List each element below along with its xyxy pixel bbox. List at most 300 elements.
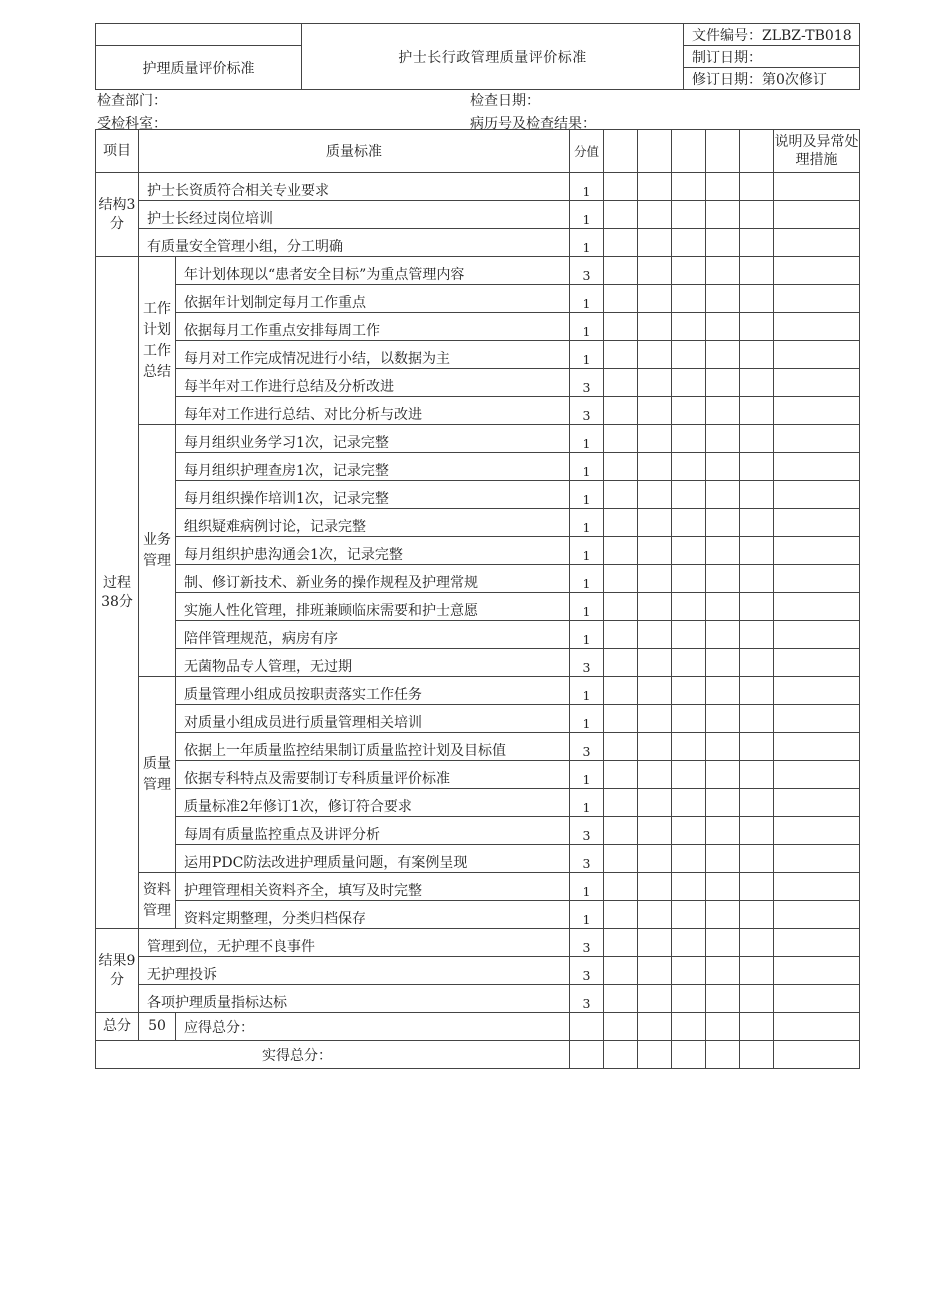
check-cell [740,705,774,733]
expected-total-label: 应得总分： [176,1013,570,1041]
revise-date: 修订日期：第0次修订 [684,68,860,90]
subgroup-label: 工作计划工作总结 [139,257,176,425]
check-cell [706,705,740,733]
check-cell [604,285,638,313]
section-label-process: 过程38分 [96,257,139,929]
note-cell [774,593,860,621]
table-row [96,201,860,229]
note-cell [774,733,860,761]
check-cell [672,481,706,509]
check-cell [672,257,706,285]
score-value: 1 [582,435,591,451]
score-value: 1 [582,575,591,591]
check-cell [604,901,638,929]
check-cell [638,565,672,593]
table-row [96,705,860,733]
score-cell [570,509,604,537]
check-cell [706,761,740,789]
note-cell [774,957,860,985]
score-cell [570,173,604,201]
standard-text: 依据每月工作重点安排每周工作 [184,322,380,339]
standard-cell [176,649,570,677]
check-cell [706,621,740,649]
score-value: 1 [582,911,591,927]
check-cell [706,229,740,257]
note-cell [774,649,860,677]
table-row [96,845,860,873]
check-cell [672,369,706,397]
table-row [96,929,860,957]
note-cell [774,313,860,341]
col-header-item: 项目 [96,130,139,173]
standard-cell [176,565,570,593]
check-cell [672,733,706,761]
check-cell [740,929,774,957]
check-cell [672,957,706,985]
check-cell [638,1041,672,1069]
check-cell [672,173,706,201]
table-row [96,425,860,453]
check-cell [672,621,706,649]
header-blank-cell [96,24,302,46]
check-cell [706,1013,740,1041]
score-cell [570,453,604,481]
standard-cell [176,845,570,873]
table-row [96,677,860,705]
check-cell [740,313,774,341]
col-header-note: 说明及异常处理措施 [774,130,860,173]
standard-text: 管理到位，无护理不良事件 [147,938,315,955]
score-value: 3 [582,939,591,955]
score-cell [570,481,604,509]
check-cell [604,453,638,481]
check-cell [706,285,740,313]
table-row [96,649,860,677]
score-cell [570,901,604,929]
check-cell [638,845,672,873]
table-row [96,341,860,369]
score-value: 3 [582,379,591,395]
score-cell [570,537,604,565]
check-cell [672,341,706,369]
check-cell [638,957,672,985]
section-label-structure: 结构3分 [96,173,139,257]
check-cell [672,761,706,789]
note-cell [774,537,860,565]
check-cell [604,929,638,957]
score-value: 3 [582,743,591,759]
standard-cell [139,229,570,257]
check-cell [604,733,638,761]
check-cell [604,593,638,621]
subgroup-label: 业务管理 [139,425,176,677]
check-cell [638,817,672,845]
note-cell [774,481,860,509]
check-col-header [740,130,774,173]
document-title: 护士长行政管理质量评价标准 [302,24,684,90]
check-cell [672,285,706,313]
score-cell [570,649,604,677]
check-dept-label: 检查部门： [97,93,167,109]
table-row [96,257,860,285]
check-cell [638,369,672,397]
check-cell [604,677,638,705]
check-cell [672,593,706,621]
score-cell [570,313,604,341]
note-cell [774,453,860,481]
score-value: 3 [582,967,591,983]
check-cell [604,397,638,425]
doc-number: 文件编号：ZLBZ-TB018 [684,24,860,46]
check-cell [604,1013,638,1041]
standard-cell [176,257,570,285]
check-cell [604,761,638,789]
check-cell [638,481,672,509]
score-cell [570,341,604,369]
table-row [96,397,860,425]
note-cell [774,369,860,397]
score-value: 3 [582,855,591,871]
check-cell [638,341,672,369]
check-cell [638,873,672,901]
check-cell [604,845,638,873]
check-col-header [638,130,672,173]
score-value: 3 [582,659,591,675]
score-value: 1 [582,323,591,339]
check-cell [638,425,672,453]
subgroup-label: 资料管理 [139,873,176,929]
score-cell [570,397,604,425]
table-row [96,873,860,901]
score-cell [570,705,604,733]
check-cell [638,901,672,929]
note-cell [774,873,860,901]
score-cell [570,593,604,621]
standard-cell [176,817,570,845]
score-value: 3 [582,407,591,423]
standard-cell [176,901,570,929]
score-cell [570,957,604,985]
table-row [96,173,860,201]
check-cell [706,985,740,1013]
total-row [96,1013,860,1041]
score-value: 1 [582,883,591,899]
check-cell [638,621,672,649]
score-cell [570,873,604,901]
check-cell [740,593,774,621]
note-cell [774,509,860,537]
check-cell [604,705,638,733]
check-cell [638,649,672,677]
standard-cell [176,313,570,341]
standard-text: 资料定期整理，分类归档保存 [184,910,366,927]
table-row [96,901,860,929]
note-cell [774,761,860,789]
check-cell [740,1013,774,1041]
check-col-header [672,130,706,173]
note-cell [774,229,860,257]
note-cell [774,397,860,425]
score-value: 1 [582,547,591,563]
note-cell [774,201,860,229]
standard-cell [176,621,570,649]
check-cell [740,789,774,817]
score-value: 1 [582,799,591,815]
check-cell [740,649,774,677]
note-cell [774,285,860,313]
check-cell [672,985,706,1013]
table-row [96,593,860,621]
standard-cell [176,537,570,565]
check-cell [706,425,740,453]
score-cell [570,733,604,761]
check-cell [672,1041,706,1069]
check-cell [604,425,638,453]
check-cell [740,173,774,201]
table-row [96,761,860,789]
check-cell [604,985,638,1013]
check-cell [638,173,672,201]
standard-text: 每周有质量监控重点及讲评分析 [184,826,380,843]
check-cell [706,201,740,229]
table-row [96,817,860,845]
standard-text: 每半年对工作进行总结及分析改进 [184,378,394,395]
check-cell [740,1041,774,1069]
check-cell [604,621,638,649]
standard-text: 无护理投诉 [147,966,217,983]
check-cell [706,817,740,845]
total-value: 50 [139,1013,176,1041]
check-cell [638,257,672,285]
check-cell [740,817,774,845]
check-cell [604,509,638,537]
check-cell [638,313,672,341]
score-cell [570,621,604,649]
check-cell [638,593,672,621]
evaluation-table [95,129,860,1069]
check-cell [638,397,672,425]
standard-cell [139,201,570,229]
check-cell [740,257,774,285]
check-cell [638,789,672,817]
score-value: 1 [582,183,591,199]
standard-cell [176,369,570,397]
check-cell [740,733,774,761]
standard-text: 每月组织业务学习1次，记录完整 [184,434,389,451]
check-cell [672,901,706,929]
check-cell [740,369,774,397]
table-row [96,369,860,397]
score-value: 1 [582,295,591,311]
check-cell [740,425,774,453]
check-cell [604,257,638,285]
check-cell [604,173,638,201]
check-cell [706,593,740,621]
check-cell [706,341,740,369]
check-cell [604,1041,638,1069]
score-value: 1 [582,687,591,703]
check-cell [740,397,774,425]
check-cell [672,397,706,425]
standard-text: 护士长资质符合相关专业要求 [147,182,329,199]
check-cell [740,229,774,257]
check-cell [706,957,740,985]
check-cell [706,873,740,901]
check-cell [672,929,706,957]
score-cell [570,929,604,957]
standard-category: 护理质量评价标准 [96,46,302,90]
standard-text: 各项护理质量指标达标 [147,994,287,1011]
score-cell [570,677,604,705]
check-cell [740,621,774,649]
table-row [96,453,860,481]
table-row [96,313,860,341]
note-cell [774,705,860,733]
score-value: 3 [582,995,591,1011]
check-cell [706,453,740,481]
check-cell [740,873,774,901]
standard-cell [176,761,570,789]
standard-cell [176,285,570,313]
note-cell [774,1013,860,1041]
check-cell [706,509,740,537]
score-cell [570,789,604,817]
standard-cell [176,705,570,733]
standard-text: 每月组织护理查房1次，记录完整 [184,462,389,479]
check-cell [672,565,706,593]
standard-text: 有质量安全管理小组，分工明确 [147,238,343,255]
check-cell [740,481,774,509]
check-cell [740,761,774,789]
score-value: 1 [582,715,591,731]
score-value: 1 [582,631,591,647]
standard-text: 陪伴管理规范，病房有序 [184,630,338,647]
standard-text: 每月组织操作培训1次，记录完整 [184,490,389,507]
note-cell [774,929,860,957]
check-cell [740,957,774,985]
note-cell [774,789,860,817]
check-cell [706,257,740,285]
check-cell [672,649,706,677]
score-cell [570,257,604,285]
check-cell [638,677,672,705]
table-row [96,481,860,509]
score-value: 3 [582,827,591,843]
check-date-label: 检查日期： [470,93,540,109]
table-row [96,733,860,761]
check-cell [638,229,672,257]
standard-cell [176,453,570,481]
score-value: 1 [582,491,591,507]
note-cell [774,565,860,593]
check-cell [706,369,740,397]
standard-cell [176,481,570,509]
standard-text: 实施人性化管理，排班兼顾临床需要和护士意愿 [184,602,478,619]
check-cell [604,201,638,229]
check-cell [638,1013,672,1041]
total-row [96,1041,860,1069]
check-cell [740,341,774,369]
check-cell [604,369,638,397]
table-row [96,537,860,565]
note-cell [774,257,860,285]
score-cell [570,285,604,313]
check-cell [706,565,740,593]
check-cell [672,201,706,229]
check-cell [672,677,706,705]
note-cell [774,1041,860,1069]
check-cell [638,929,672,957]
check-cell [740,845,774,873]
note-cell [774,845,860,873]
check-cell [740,537,774,565]
standard-cell [176,341,570,369]
standard-cell [176,677,570,705]
score-cell [570,1013,604,1041]
check-cell [740,565,774,593]
standard-text: 运用PDC防法改进护理质量问题，有案例呈现 [184,854,468,871]
score-cell [570,1041,604,1069]
standard-text: 制、修订新技术、新业务的操作规程及护理常规 [184,574,478,591]
score-cell [570,369,604,397]
standard-text: 依据专科特点及需要制订专科质量评价标准 [184,770,450,787]
check-cell [740,677,774,705]
check-cell [706,901,740,929]
check-cell [638,761,672,789]
table-row [96,621,860,649]
table-row [96,789,860,817]
standard-cell [176,733,570,761]
check-cell [706,677,740,705]
check-cell [638,705,672,733]
check-cell [740,509,774,537]
table-row [96,565,860,593]
check-cell [672,229,706,257]
check-cell [638,453,672,481]
check-cell [740,453,774,481]
col-header-score: 分值 [570,130,604,173]
check-cell [706,929,740,957]
section-label-result: 结果9分 [96,929,139,1013]
col-header-standard: 质量标准 [139,130,570,173]
standard-text: 每月组织护患沟通会1次，记录完整 [184,546,403,563]
standard-text: 无菌物品专人管理，无过期 [184,658,352,675]
check-cell [740,901,774,929]
check-cell [604,565,638,593]
score-value: 1 [582,519,591,535]
note-cell [774,677,860,705]
note-cell [774,817,860,845]
check-cell [672,537,706,565]
document-header [95,23,860,90]
check-cell [706,173,740,201]
standard-cell [139,957,570,985]
score-value: 1 [582,603,591,619]
score-cell [570,761,604,789]
score-cell [570,985,604,1013]
score-cell [570,201,604,229]
check-cell [672,817,706,845]
score-cell [570,845,604,873]
check-cell [638,201,672,229]
check-cell [604,537,638,565]
record-label: 病历号及检查结果： [470,116,596,132]
note-cell [774,985,860,1013]
note-cell [774,341,860,369]
score-value: 1 [582,351,591,367]
check-cell [706,845,740,873]
ward-label: 受检科室： [97,116,167,132]
